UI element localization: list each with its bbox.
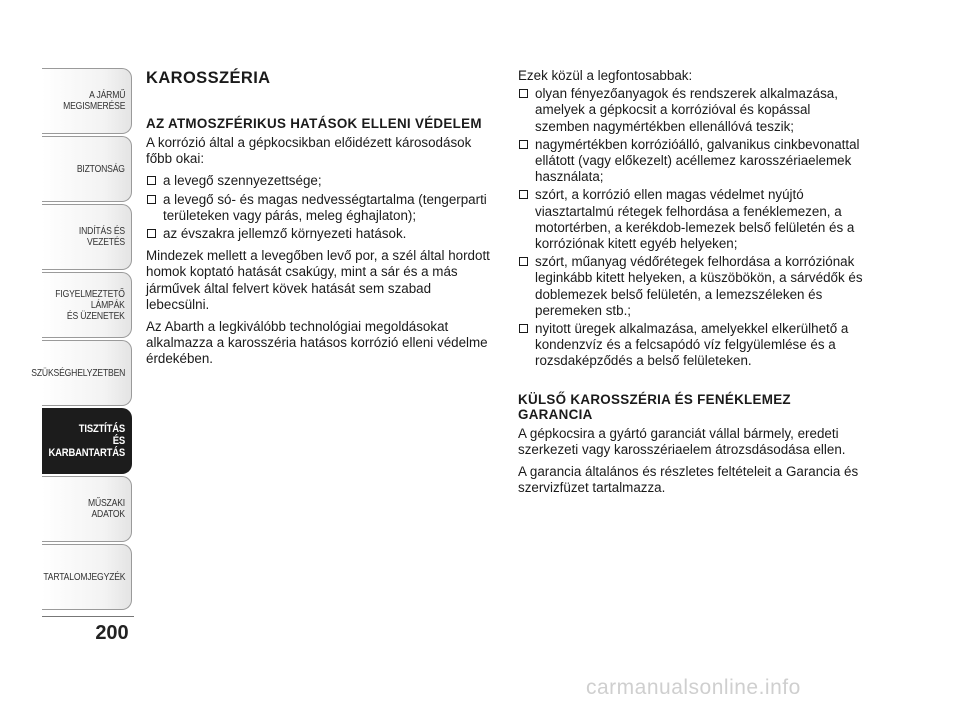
tab-label: A JÁRMŰ MEGISMERÉSE [62,90,125,112]
tab-label: SZÜKSÉGHELYZETBEN [31,367,125,379]
section-heading-garancia: KÜLSŐ KAROSSZÉRIA ÉS FENÉKLEMEZ GARANCIA [518,391,791,422]
list-item: a levegő szennyezettsége; [146,173,498,189]
list-item: olyan fényezőanyagok és rendszerek alkalmazása, amelyek a gépkocsit a korrózióval és kopással szemben nagymértékben ellenállóvá teszik; [518,86,864,135]
tab-muszaki-adatok[interactable] [42,476,132,542]
sidebar-divider [42,616,134,617]
page-number: 200 [95,622,129,644]
tab-label: TISZTÍTÁS ÉS KARBANTARTÁS [48,423,126,459]
body-paragraph: A gépkocsira a gyártó garanciát vállal bármely, eredeti szerkezeti vagy karosszériaelem átrozsdásodása ellen. [518,425,846,457]
tab-szukseghelyzetben[interactable] [31,340,132,406]
tab-label: FIGYELMEZTETŐ LÁMPÁK ÉS ÜZENETEK [55,288,125,322]
page-title: KAROSSZÉRIA [146,69,271,87]
tab-tartalomjegyzek[interactable] [42,544,132,610]
list-item: az évszakra jellemző környezeti hatások. [146,226,498,242]
tab-label: BIZTONSÁG [77,163,125,175]
intro-paragraph: Ezek közül a legfontosabbak: [518,68,693,83]
tab-label: INDÍTÁS ÉS VEZETÉS [78,226,125,248]
list-item: nagymértékben korrózióálló, galvanikus cinkbevonattal ellátott (vagy előkezelt) acéllemez karosszériaelemek használata; [518,137,864,186]
tab-label: MŰSZAKI ADATOK [87,498,125,520]
section-heading-atmoszferikus: AZ ATMOSZFÉRIKUS HATÁSOK ELLENI VÉDELEM [146,116,482,131]
intro-paragraph: A korrózió által a gépkocsikban előidézett károsodások főbb okai: [146,135,472,167]
measures-list [518,86,864,369]
body-paragraph: A garancia általános és részletes feltételeit a Garancia és szervizfüzet tartalmazza. [518,464,859,496]
tab-inditas-es-vezetes[interactable] [42,204,132,270]
tab-figyelmezteto-lampak[interactable] [42,272,132,338]
body-paragraph: Az Abarth a legkiválóbb technológiai megoldásokat alkalmazza a karosszéria hatásos korrózió elleni védelme érdekében. [146,319,488,367]
left-column [146,68,498,374]
watermark: carmanualsonline.info [586,676,801,699]
list-item: szórt, a korrózió ellen magas védelmet nyújtó viasztartalmú rétegek felhordása a fenéklemezen, a motortérben, a kerékdob-lemezek belső felületén és a korróziónak kitett egyéb helyeken; [518,187,864,252]
right-column [518,68,864,502]
list-item: a levegő só- és magas nedvességtartalma (tengerparti területeken vagy párás, meleg éghajlaton); [146,192,498,224]
tab-biztonsag[interactable] [42,136,132,202]
tab-jarmu-megismerese[interactable] [42,68,132,134]
causes-list [146,173,498,242]
list-item: nyitott üregek alkalmazása, amelyekkel elkerülhető a kondenzvíz és a felcsapódó víz felgyülemlése és a rozsdaképződés a belső felületeken. [518,321,864,370]
list-item: szórt, műanyag védőrétegek felhordása a korróziónak leginkább kitett helyeken, a küszöbökön, a sárvédők és doblemezek belső felületén, a lemezszéleken és peremeken stb.; [518,254,864,319]
tab-label: TARTALOMJEGYZÉK [42,571,125,583]
body-paragraph: Mindezek mellett a levegőben levő por, a szél által hordott homok koptató hatását csakúgy, mint a sár és a más járművek által felvert kövek hatását sem szabad lebecsülni. [146,248,490,312]
tab-tisztitas-es-karbantartas[interactable] [42,408,132,474]
